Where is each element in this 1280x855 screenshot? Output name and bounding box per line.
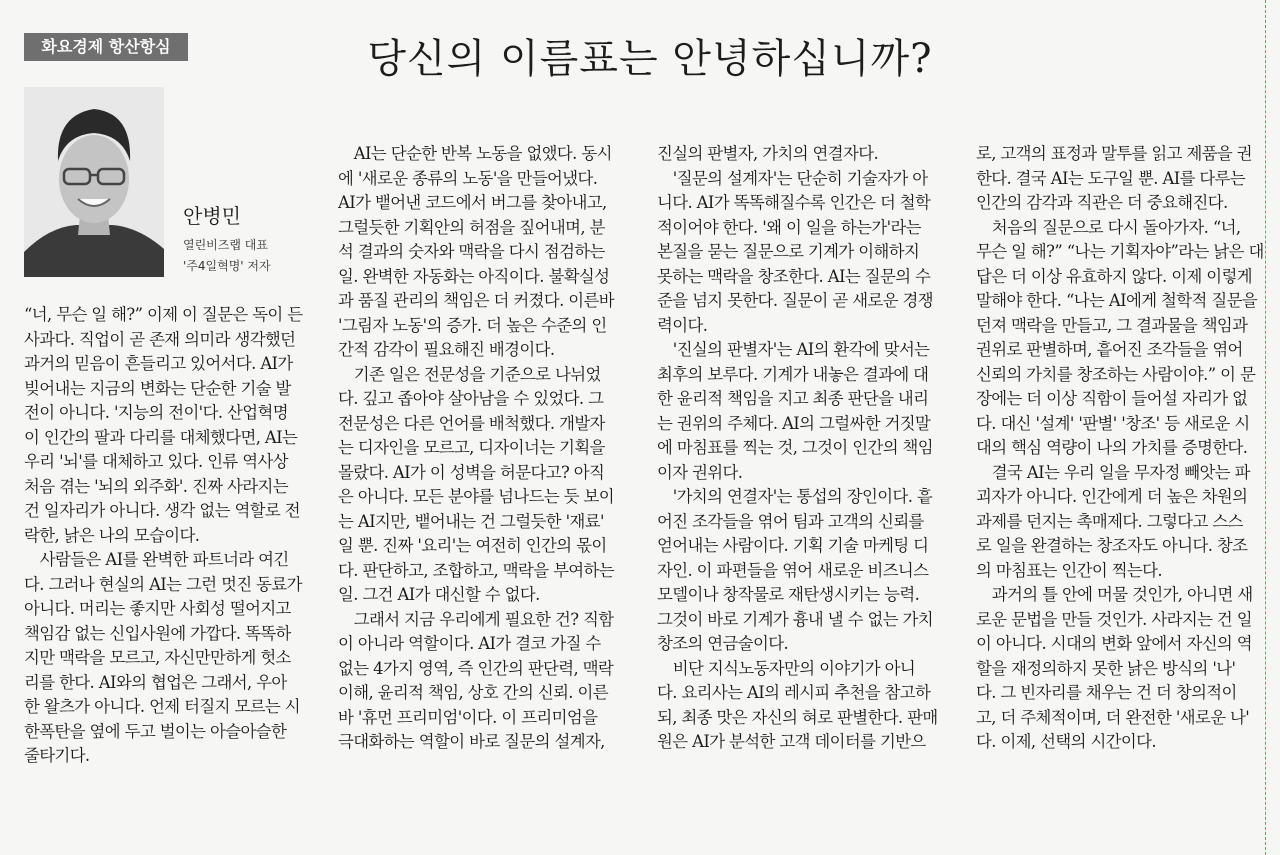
article-line: 그럴듯한 기획안의 허점을 짚어내며, 분 [338, 217, 605, 237]
article-line: 바 '휴먼 프리미엄'이다. 이 프리미엄을 [338, 707, 598, 727]
article-line: 일. 그건 AI가 대신할 수 없다. [338, 585, 540, 604]
article-line: 빚어내는 지금의 변화는 단순한 기술 발 [24, 378, 291, 398]
article-line: 원은 AI가 분석한 고객 데이터를 기반으 [657, 732, 926, 751]
article-line: 모델이나 창작물로 재탄생시키는 능력. [657, 585, 920, 604]
article-line: 던져 맥락을 만들고, 그 결과물을 책임과 [976, 315, 1248, 335]
article-line: 다. 판단하고, 조합하고, 맥락을 부여하는 [338, 560, 615, 580]
article-column-4 [976, 142, 1268, 755]
article-line: 일. 완벽한 자동화는 아직이다. 불확실성 [338, 266, 610, 286]
article-line: 답은 더 이상 유효하지 않다. 이제 이렇게 [976, 266, 1253, 286]
article-line: 과 품질 관리의 책임은 더 커졌다. 이른바 [338, 291, 615, 310]
article-line: 본질을 묻는 질문으로 기계가 이해하지 [657, 242, 920, 261]
article-line: 진실의 판별자, 가치의 연결자다. [657, 144, 879, 163]
article-line: 는 권위의 주체다. AI의 그럴싸한 거짓말 [657, 413, 931, 433]
article-line: 의 마침표는 인간이 찍는다. [976, 560, 1163, 580]
article-line: 이 아니다. 시대의 변화 앞에서 자신의 역 [976, 634, 1253, 653]
article-line: 과거의 틀 안에 머물 것인가, 아니면 새 [976, 585, 1253, 604]
article-line: 몰랐다. AI가 이 성벽을 허문다고? 아직 [338, 462, 605, 482]
headline: 당신의 이름표는 안녕하십니까? [367, 36, 933, 82]
article-line: 아니다. 머리는 좋지만 사회성 떨어지고 [24, 599, 291, 618]
article-line: 지만 맥락을 모르고, 자신만만하게 헛소 [24, 648, 291, 667]
article-line: 한다. 결국 AI는 도구일 뿐. AI를 다루는 [976, 168, 1246, 188]
article-line: 줄타기다. [24, 746, 90, 765]
article-line: 는 디자인을 모르고, 디자이너는 기획을 [338, 438, 605, 457]
article-line: 적이어야 한다. '왜 이 일을 하는가'라는 [657, 217, 921, 237]
article-line: 다. 그러나 현실의 AI는 그런 멋진 동료가 [24, 574, 302, 594]
article-line: “너, 무슨 일 해?” 이제 이 질문은 독이 든 [24, 305, 303, 324]
section-tag: 화요경제 항산항심 [24, 33, 188, 61]
article-line: 결국 AI는 우리 일을 무자정 빼앗는 파 [976, 462, 1250, 482]
article-line: 우리 '뇌'를 대체하고 있다. 인류 역사상 [24, 452, 288, 471]
article-line: 는 AI지만, 뱉어내는 건 그럴듯한 '재료' [338, 511, 604, 531]
article-line: 에 마침표를 찍는 것, 그것이 인간의 책임 [657, 438, 934, 457]
article-line: 한폭탄을 옆에 두고 벌이는 아슬아슬한 [24, 721, 287, 741]
page-margin-guide [1265, 0, 1266, 855]
article-line: '가치의 연결자'는 통섭의 장인이다. 흩 [657, 487, 933, 506]
author-role: 열린비즈랩 대표 [183, 238, 268, 252]
article-line: 극대화하는 역할이 바로 질문의 설계자, [338, 732, 605, 751]
article-line: 로 일을 완결하는 창조자도 아니다. 창조 [976, 536, 1248, 555]
article-line: 얻어내는 사람이다. 기획 기술 마케팅 디 [657, 536, 929, 555]
article-line: 다. 이제, 선택의 시간이다. [976, 732, 1156, 751]
article-line: 일 뿐. 진짜 '요리'는 여전히 인간의 몫이 [338, 536, 607, 555]
article-line: 간적 감각이 필요해진 배경이다. [338, 340, 555, 359]
article-line: 락한, 낡은 나의 모습이다. [24, 525, 200, 545]
article-line: 말해야 한다. “나는 AI에게 철학적 질문을 [976, 291, 1258, 310]
article-line: '진실의 판별자'는 AI의 환각에 맞서는 [657, 340, 930, 359]
article-line: 고, 더 주체적이며, 더 완전한 '새로운 나' [976, 707, 1250, 727]
article-line: 할을 재정의하지 못한 낡은 방식의 '나' [976, 658, 1236, 678]
author-photo [24, 87, 164, 277]
article-line: '그림자 노동'의 증가. 더 높은 수준의 인 [338, 315, 607, 335]
article-line: 무슨 일 해?” “나는 기획자야”라는 낡은 대 [976, 242, 1264, 261]
article-column-2 [338, 142, 630, 755]
article-line: '질문의 설계자'는 단순히 기술자가 아 [657, 168, 928, 188]
article-line: 리를 한다. AI와의 협업은 그래서, 우아 [24, 672, 287, 692]
article-line: 은 아니다. 모든 분야를 넘나드는 듯 보이 [338, 487, 615, 506]
author-name: 안병민 [183, 204, 241, 228]
article-line: 되, 최종 맛은 자신의 혀로 판별한다. 판매 [657, 707, 938, 727]
article-line: 자인. 이 파편들을 엮어 새로운 비즈니스 [657, 560, 929, 580]
article-line: 전이 아니다. '지능의 전이'다. 산업혁명 [24, 403, 288, 422]
article-line: 처음 겪는 '뇌의 외주화'. 진짜 사라지는 [24, 476, 288, 496]
article-line: 사람들은 AI를 완벽한 파트너라 여긴 [24, 550, 289, 569]
article-line: 한 왈츠가 아니다. 언제 터질지 모르는 시 [24, 697, 301, 716]
article-line: 니다. AI가 똑똑해질수록 인간은 더 철학 [657, 193, 931, 212]
article-line: 로운 문법을 만들 것인가. 사라지는 건 일 [976, 609, 1253, 629]
article-line: AI는 단순한 반복 노동을 없앴다. 동시 [338, 144, 612, 163]
article-line: 다. 요리사는 AI의 레시피 추천을 참고하 [657, 683, 931, 702]
article-line: 권위로 판별하며, 흩어진 조각들을 엮어 [976, 340, 1243, 359]
author-book: '주4일혁명' 저자 [183, 259, 271, 273]
article-line: 기존 일은 전문성을 기준으로 나뉘었 [338, 364, 601, 384]
article-line: 력이다. [657, 315, 708, 335]
article-line: 다. 대신 '설계' '판별' '창조' 등 새로운 시 [976, 413, 1250, 433]
article-line: 건 일자리가 아니다. 생각 없는 역할로 전 [24, 501, 301, 520]
article-line: 책임감 없는 신입사원에 가깝다. 똑똑하 [24, 623, 291, 643]
article-line: 한 윤리적 책임을 지고 최종 판단을 내리 [657, 389, 929, 408]
article-line: 다. 그 빈자리를 채우는 건 더 창의적이 [976, 683, 1237, 702]
article-column-3 [657, 142, 949, 755]
article-line: 다. 깊고 좁아야 살아남을 수 있었다. 그 [338, 389, 604, 408]
article-line: 인간의 감각과 직관은 더 중요해진다. [976, 193, 1228, 212]
article-line: 이자 권위다. [657, 462, 743, 482]
article-line: 비단 지식노동자만의 이야기가 아니 [657, 658, 916, 678]
article-line: 처음의 질문으로 다시 돌아가자. “너, [976, 217, 1241, 237]
article-line: 그것이 바로 기계가 흉내 낼 수 없는 가치 [657, 609, 934, 629]
article-line: 못하는 맥락을 창조한다. AI는 질문의 수 [657, 266, 931, 286]
article-line: AI가 뱉어낸 코드에서 버그를 찾아내고, [338, 193, 607, 212]
article-line: 없는 4가지 영역, 즉 인간의 판단력, 맥락 [338, 658, 614, 678]
article-line: 사과다. 직업이 곧 존재 의미라 생각했던 [24, 329, 296, 349]
article-line: 에 '새로운 종류의 노동'을 만들어냈다. [338, 168, 598, 188]
article-line: 그래서 지금 우리에게 필요한 건? 직함 [338, 609, 614, 629]
article-line: 전문성은 다른 언어를 배척했다. 개발자 [338, 413, 605, 433]
article-line: 최후의 보루다. 기계가 내놓은 결과에 대 [657, 364, 929, 384]
article-line: 로, 고객의 표정과 말투를 읽고 제품을 권 [976, 144, 1253, 163]
article-line: 준을 넘지 못한다. 질문이 곧 새로운 경쟁 [657, 291, 934, 310]
article-line: 이해, 윤리적 책임, 상호 간의 신뢰. 이른 [338, 683, 608, 702]
article-column-1 [24, 303, 316, 769]
article-line: 과거의 믿음이 흔들리고 있어서다. AI가 [24, 354, 293, 373]
article-line: 이 아니라 역할이다. AI가 결코 가질 수 [338, 634, 601, 653]
article-line: 이 인간의 팔과 다리를 대체했다면, AI는 [24, 427, 298, 447]
article-line: 괴자가 아니다. 인간에게 더 높은 차원의 [976, 487, 1248, 506]
article-line: 어진 조각들을 엮어 팀과 고객의 신뢰를 [657, 511, 924, 531]
article-line: 신뢰의 가치를 창조하는 사람이야.” 이 문 [976, 364, 1256, 384]
article-line: 장에는 더 이상 직함이 들어설 자리가 없 [976, 389, 1248, 408]
article-line: 대의 핵심 역량이 나의 가치를 증명한다. [976, 438, 1248, 457]
article-line: 석 결과의 숫자와 맥락을 다시 점검하는 [338, 242, 605, 261]
article-line: 과제를 던지는 촉매제다. 그렇다고 스스 [976, 511, 1243, 531]
article-line: 창조의 연금술이다. [657, 634, 789, 653]
